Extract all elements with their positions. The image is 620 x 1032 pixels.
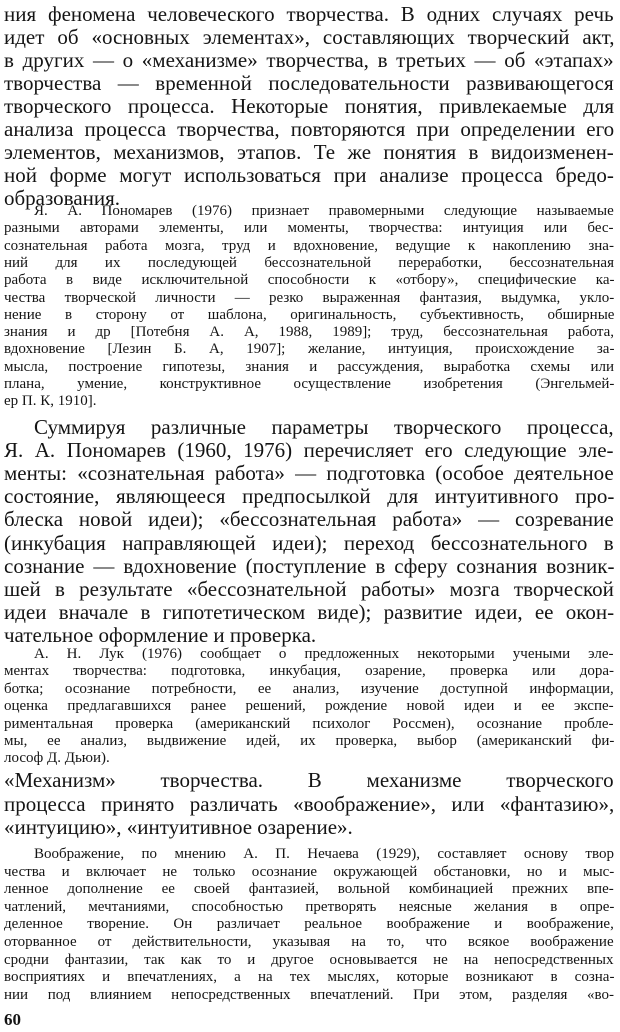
text-line: А. Н. Лук (1976) сообщает о предложенных некоторыми учеными эле- [34,646,614,662]
text-line: в других — о «механизме» творчества, в третьих — об «этапах» [4,48,614,72]
text-line: нение в сторону от шаблона, оригинальность, субъективность, обширные [4,306,615,323]
text-line: сознание — вдохновение (поступление в сферу сознания возник- [4,553,615,578]
text-line: работа в виде исключительной способности к «отбору», специфические ка- [4,272,615,289]
text-line: чательное оформление и проверка. [4,622,317,647]
text-line: чества и включает не только осознание окружающей обстановки, но и мыс- [4,863,615,880]
text-line: восприятиях и впечатлениях, а на тех мыслях, которые возникают в созна- [4,969,615,986]
text-line: идет об «основных элементах», составляющих творческий акт, [4,25,615,49]
text-line: менты: «сознательная работа» — подготовка (особое деятельное [4,461,614,486]
text-line: оценка предлагавшихся ранее решений, рождение новой идеи и ее экспе- [4,698,614,715]
text-line: Воображение, по мнению А. П. Нечаева (1929), составляет основу твор [34,846,614,862]
text-line: процесса принято различать «воображение», или «фантазию», [4,791,615,816]
text-line: вдохновение [Лезин Б. А, 1907]; желание, интуиция, происхождение за- [4,341,615,358]
text-line: деленное творение. Он различает реальное воображение и воображение, [4,916,614,933]
text-line: сродни фантазии, так как то и другое основывается не на непосредственных [4,951,614,968]
text-line: плана, умение, конструктивное осуществление изобретения (Энгельмей- [4,376,615,392]
text-line: лософ Д. Дьюи). [4,750,110,767]
text-line: «Механизм» творчества. В механизме творческого [4,768,614,792]
text-line: шей в результате «бессознательной работы» мозга творческой [4,576,614,601]
text-line: риментальная проверка (американский психолог Россмен), осознание пробле- [4,715,614,732]
text-line: мысла, построение гипотезы, знания и рассуждения, выработка схемы или [4,358,615,375]
text-line: ния феномена человеческого творчества. В одних случаях речь [4,2,614,26]
text-line: чатлений, мечтаниями, способностью претворять неясные желания в опре- [4,898,615,915]
text-line: ментах творчества: подготовка, инкубация, озарение, проверка или дора- [4,663,615,680]
text-line: ной форме могут использоваться при анализе процесса бредо- [4,163,614,187]
text-line: разными авторами элементы, или моменты, творчества: интуиция или бес- [4,220,614,237]
text-line: состояние, являющееся предпосылкой для интуитивного про- [4,484,615,509]
text-line: «интуицию», «интуитивное озарение». [4,815,353,839]
text-line: ботка; осознание потребности, ее анализ, изучение доступной информации, [4,680,614,697]
text-line: Я. А. Пономарев (1976) признает правомерными следующие называемые [34,203,614,219]
text-line: оторванное от действительности, указывая на то, что всякое воображение [4,934,614,950]
text-line: Суммируя различные параметры творческого процесса, [34,415,614,439]
text-line: ний для их последующей бессознательной переработки, бессознательная [4,254,614,271]
text-line: образования. [4,186,121,210]
text-line: ер П. К, 1910]. [4,393,97,410]
text-line: мы, ее анализ, выдвижение идей, их проверка, выбор (американский фи- [4,733,615,749]
text-line: знания и др [Потебня А. А, 1988, 1989]; труд, бессознательная работа, [4,324,615,341]
text-line: творческого процесса. Некоторые понятия, привлекаемые для [4,94,615,118]
text-line: нии под влиянием непосредственных впечатлений. При этом, разделяя «во- [4,986,614,1003]
text-line: блеска новой идеи); «бессознательная работа» — созревание [4,507,614,532]
text-line: ленное дополнение ее своей фантазией, вольной комбинацией прежних впе- [4,881,614,898]
text-line: идеи вначале в гипотетическом виде); развитие идеи, ее окон- [4,599,615,624]
text-line: элементов, механизмов, этапов. Те же понятия в видоизменен- [4,140,614,164]
text-line: анализа процесса творчества, повторяются при определении его [4,117,615,141]
text-line: (инкубация направляющей идеи); переход бессознательного в [4,530,614,555]
text-line: чества творческой личности — резко выраженная фантазия, выдумка, укло- [4,289,615,306]
text-line: сознательная работа мозга, труд и вдохновение, ведущие к накоплению зна- [4,237,614,254]
page-number: 60 [4,1010,21,1029]
text-line: творчества — временной последовательности развивающегося [4,71,614,95]
text-line: Я. А. Пономарев (1960, 1976) перечисляет его следующие эле- [4,438,614,463]
